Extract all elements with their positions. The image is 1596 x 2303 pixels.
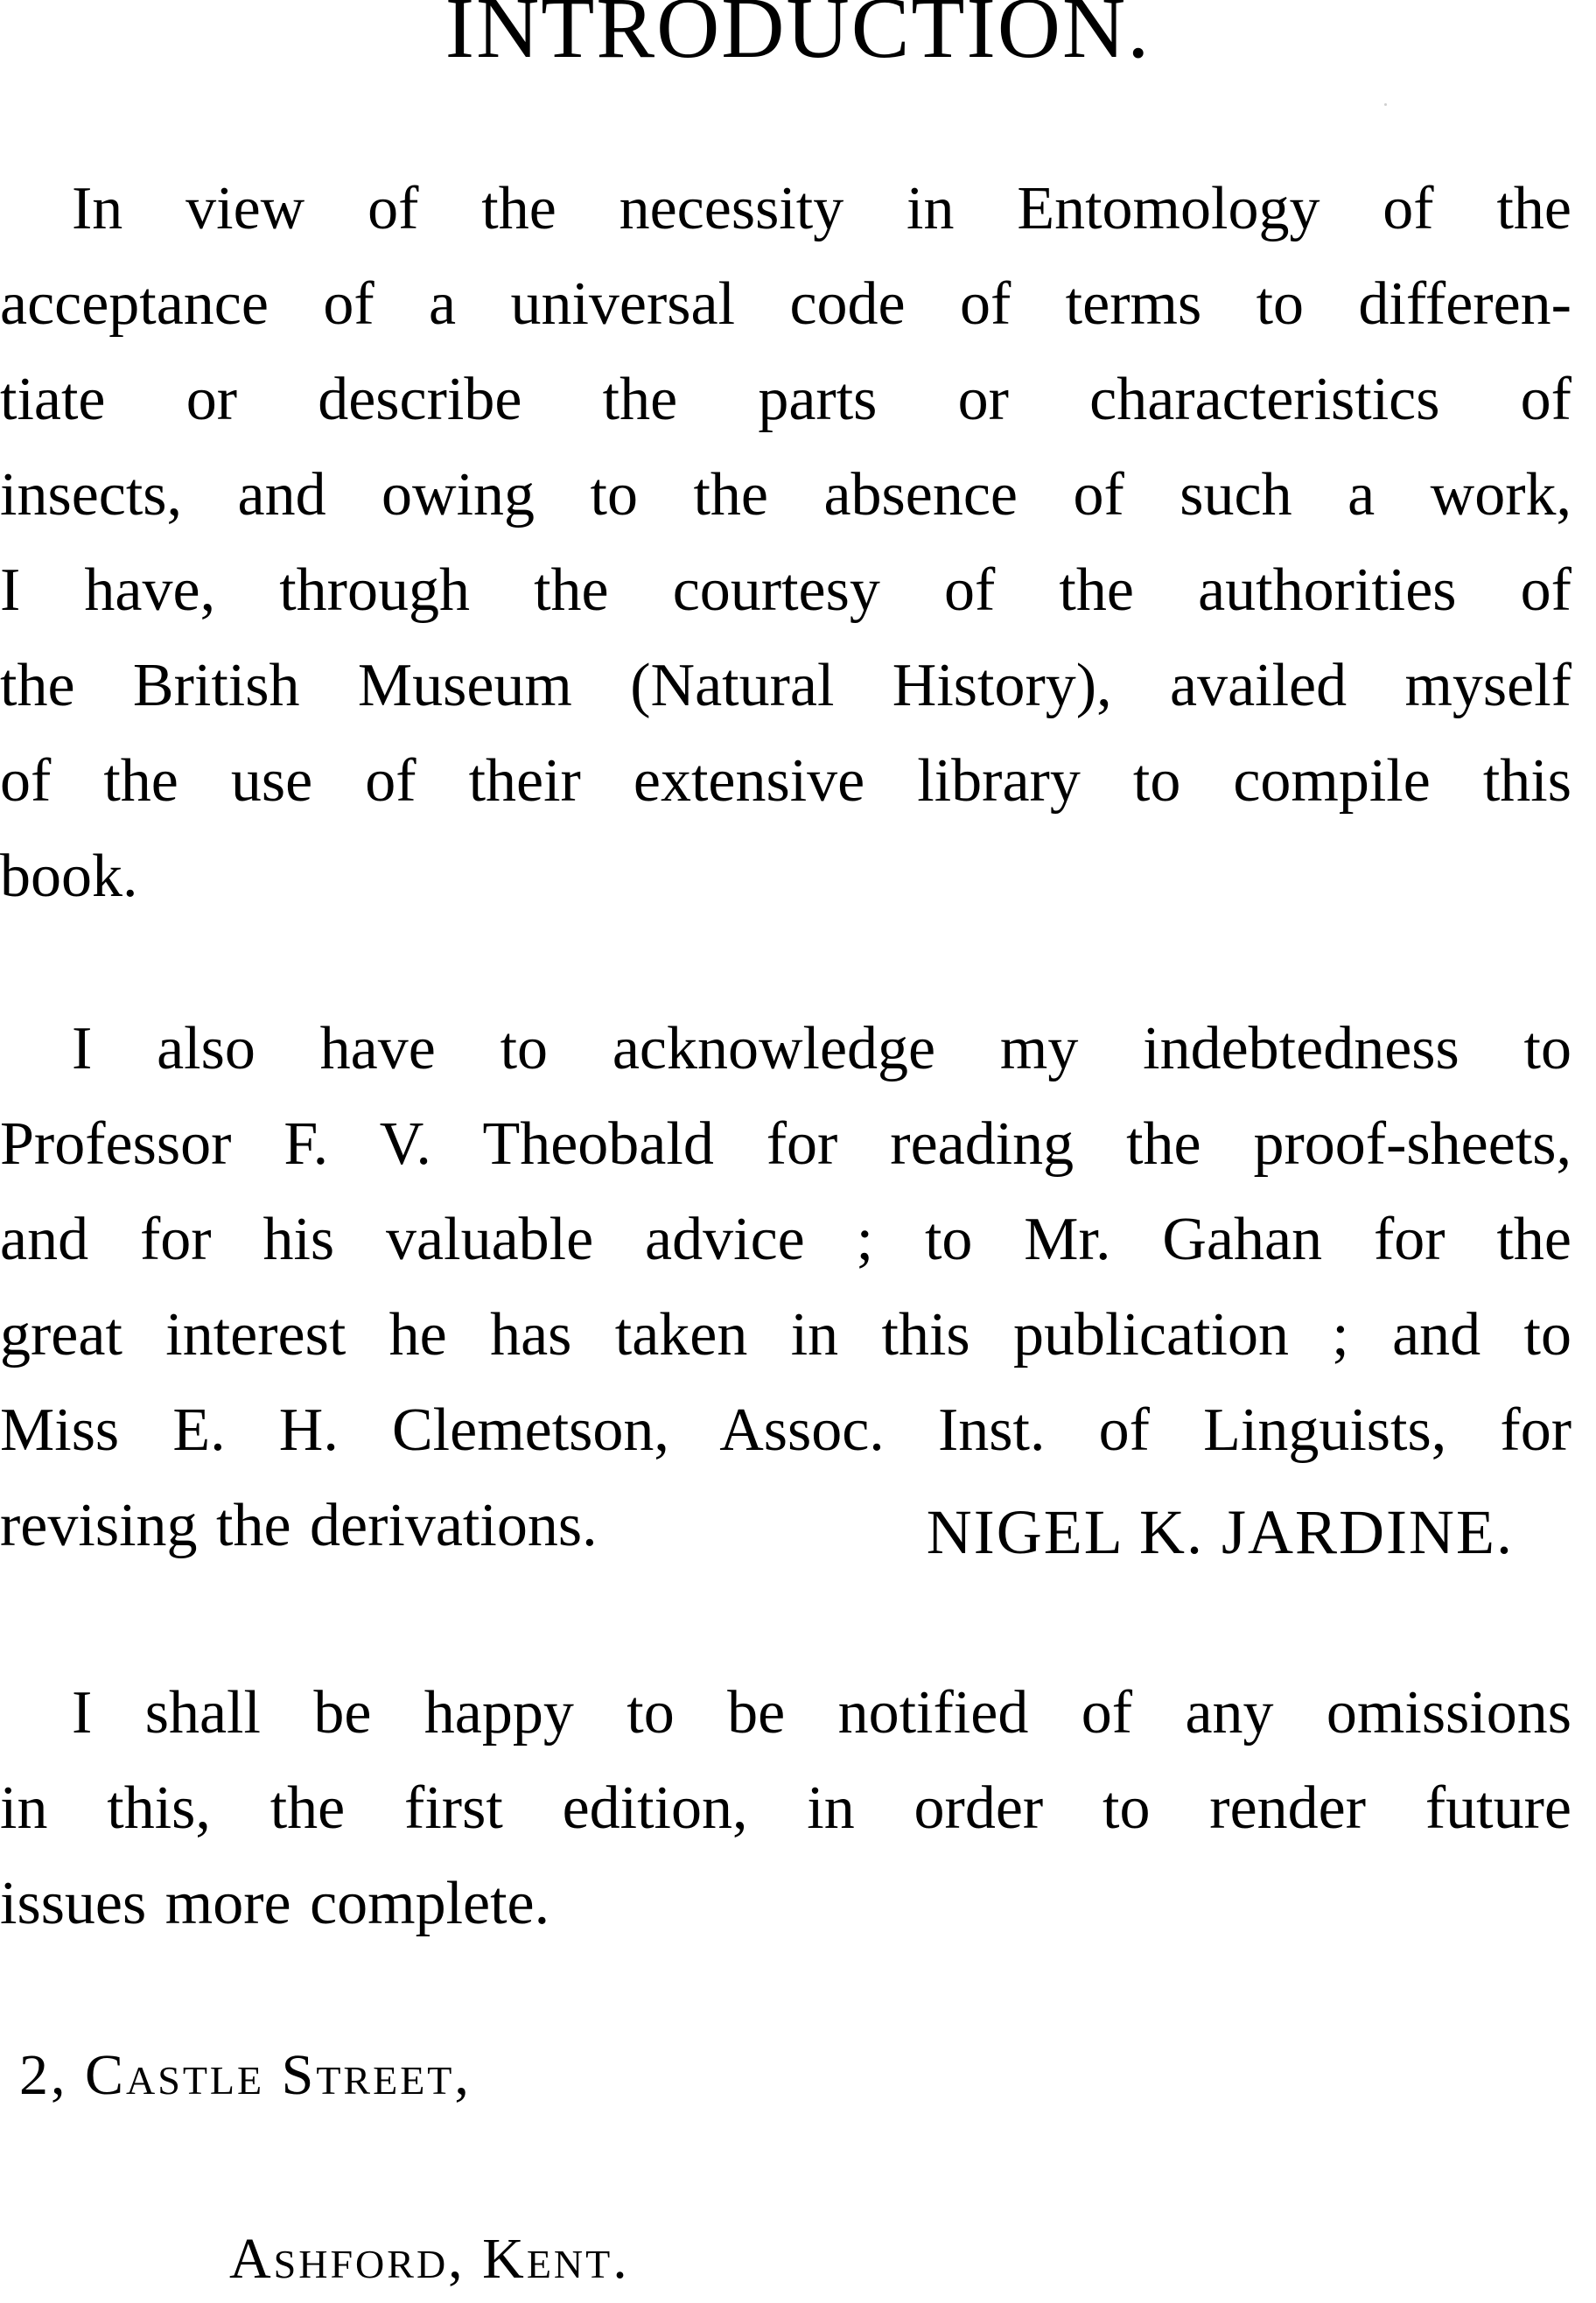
paragraph-3	[0, 1665, 1572, 1951]
page-title: INTRODUCTION.	[444, 0, 1152, 76]
scan-speck	[1384, 103, 1387, 106]
paragraph-line: tiate or describe the parts or characteristics of	[0, 366, 1572, 433]
paragraph-line: In view of the necessity in Entomology of the	[72, 175, 1572, 242]
paragraph-line: book.	[0, 843, 138, 910]
paragraph-1	[0, 161, 1572, 924]
paragraph-line: of the use of their extensive library to compile this	[0, 747, 1572, 815]
paragraph-line: acceptance of a universal code of terms to differen-	[0, 270, 1572, 338]
paragraph-line: Professor F. V. Theobald for reading the proof-sheets,	[0, 1110, 1572, 1178]
paragraph-line: and for his valuable advice ; to Mr. Gahan for the	[0, 1206, 1572, 1273]
paragraph-line: I have, through the courtesy of the authorities of	[0, 556, 1572, 624]
paragraph-line: revising the derivations.	[0, 1492, 598, 1559]
address-street: 2, Castle Street,	[19, 2043, 472, 2107]
paragraph-line: insects, and owing to the absence of such a work,	[0, 461, 1572, 528]
paragraph-line: issues more complete.	[0, 1870, 550, 1937]
paragraph-line: great interest he has taken in this publication ; and to	[0, 1301, 1572, 1368]
paragraph-line: in this, the first edition, in order to render future	[0, 1774, 1572, 1842]
paragraph-line: I also have to acknowledge my indebtedness to	[72, 1015, 1572, 1082]
author-signature: NIGEL K. JARDINE.	[926, 1497, 1514, 1567]
paragraph-line: the British Museum (Natural History), availed myself	[0, 652, 1572, 719]
paragraph-line: I shall be happy to be notified of any omissions	[72, 1679, 1572, 1746]
paragraph-line: Miss E. H. Clemetson, Assoc. Inst. of Linguists, for	[0, 1396, 1572, 1464]
address-town: Ashford, Kent.	[229, 2227, 630, 2291]
